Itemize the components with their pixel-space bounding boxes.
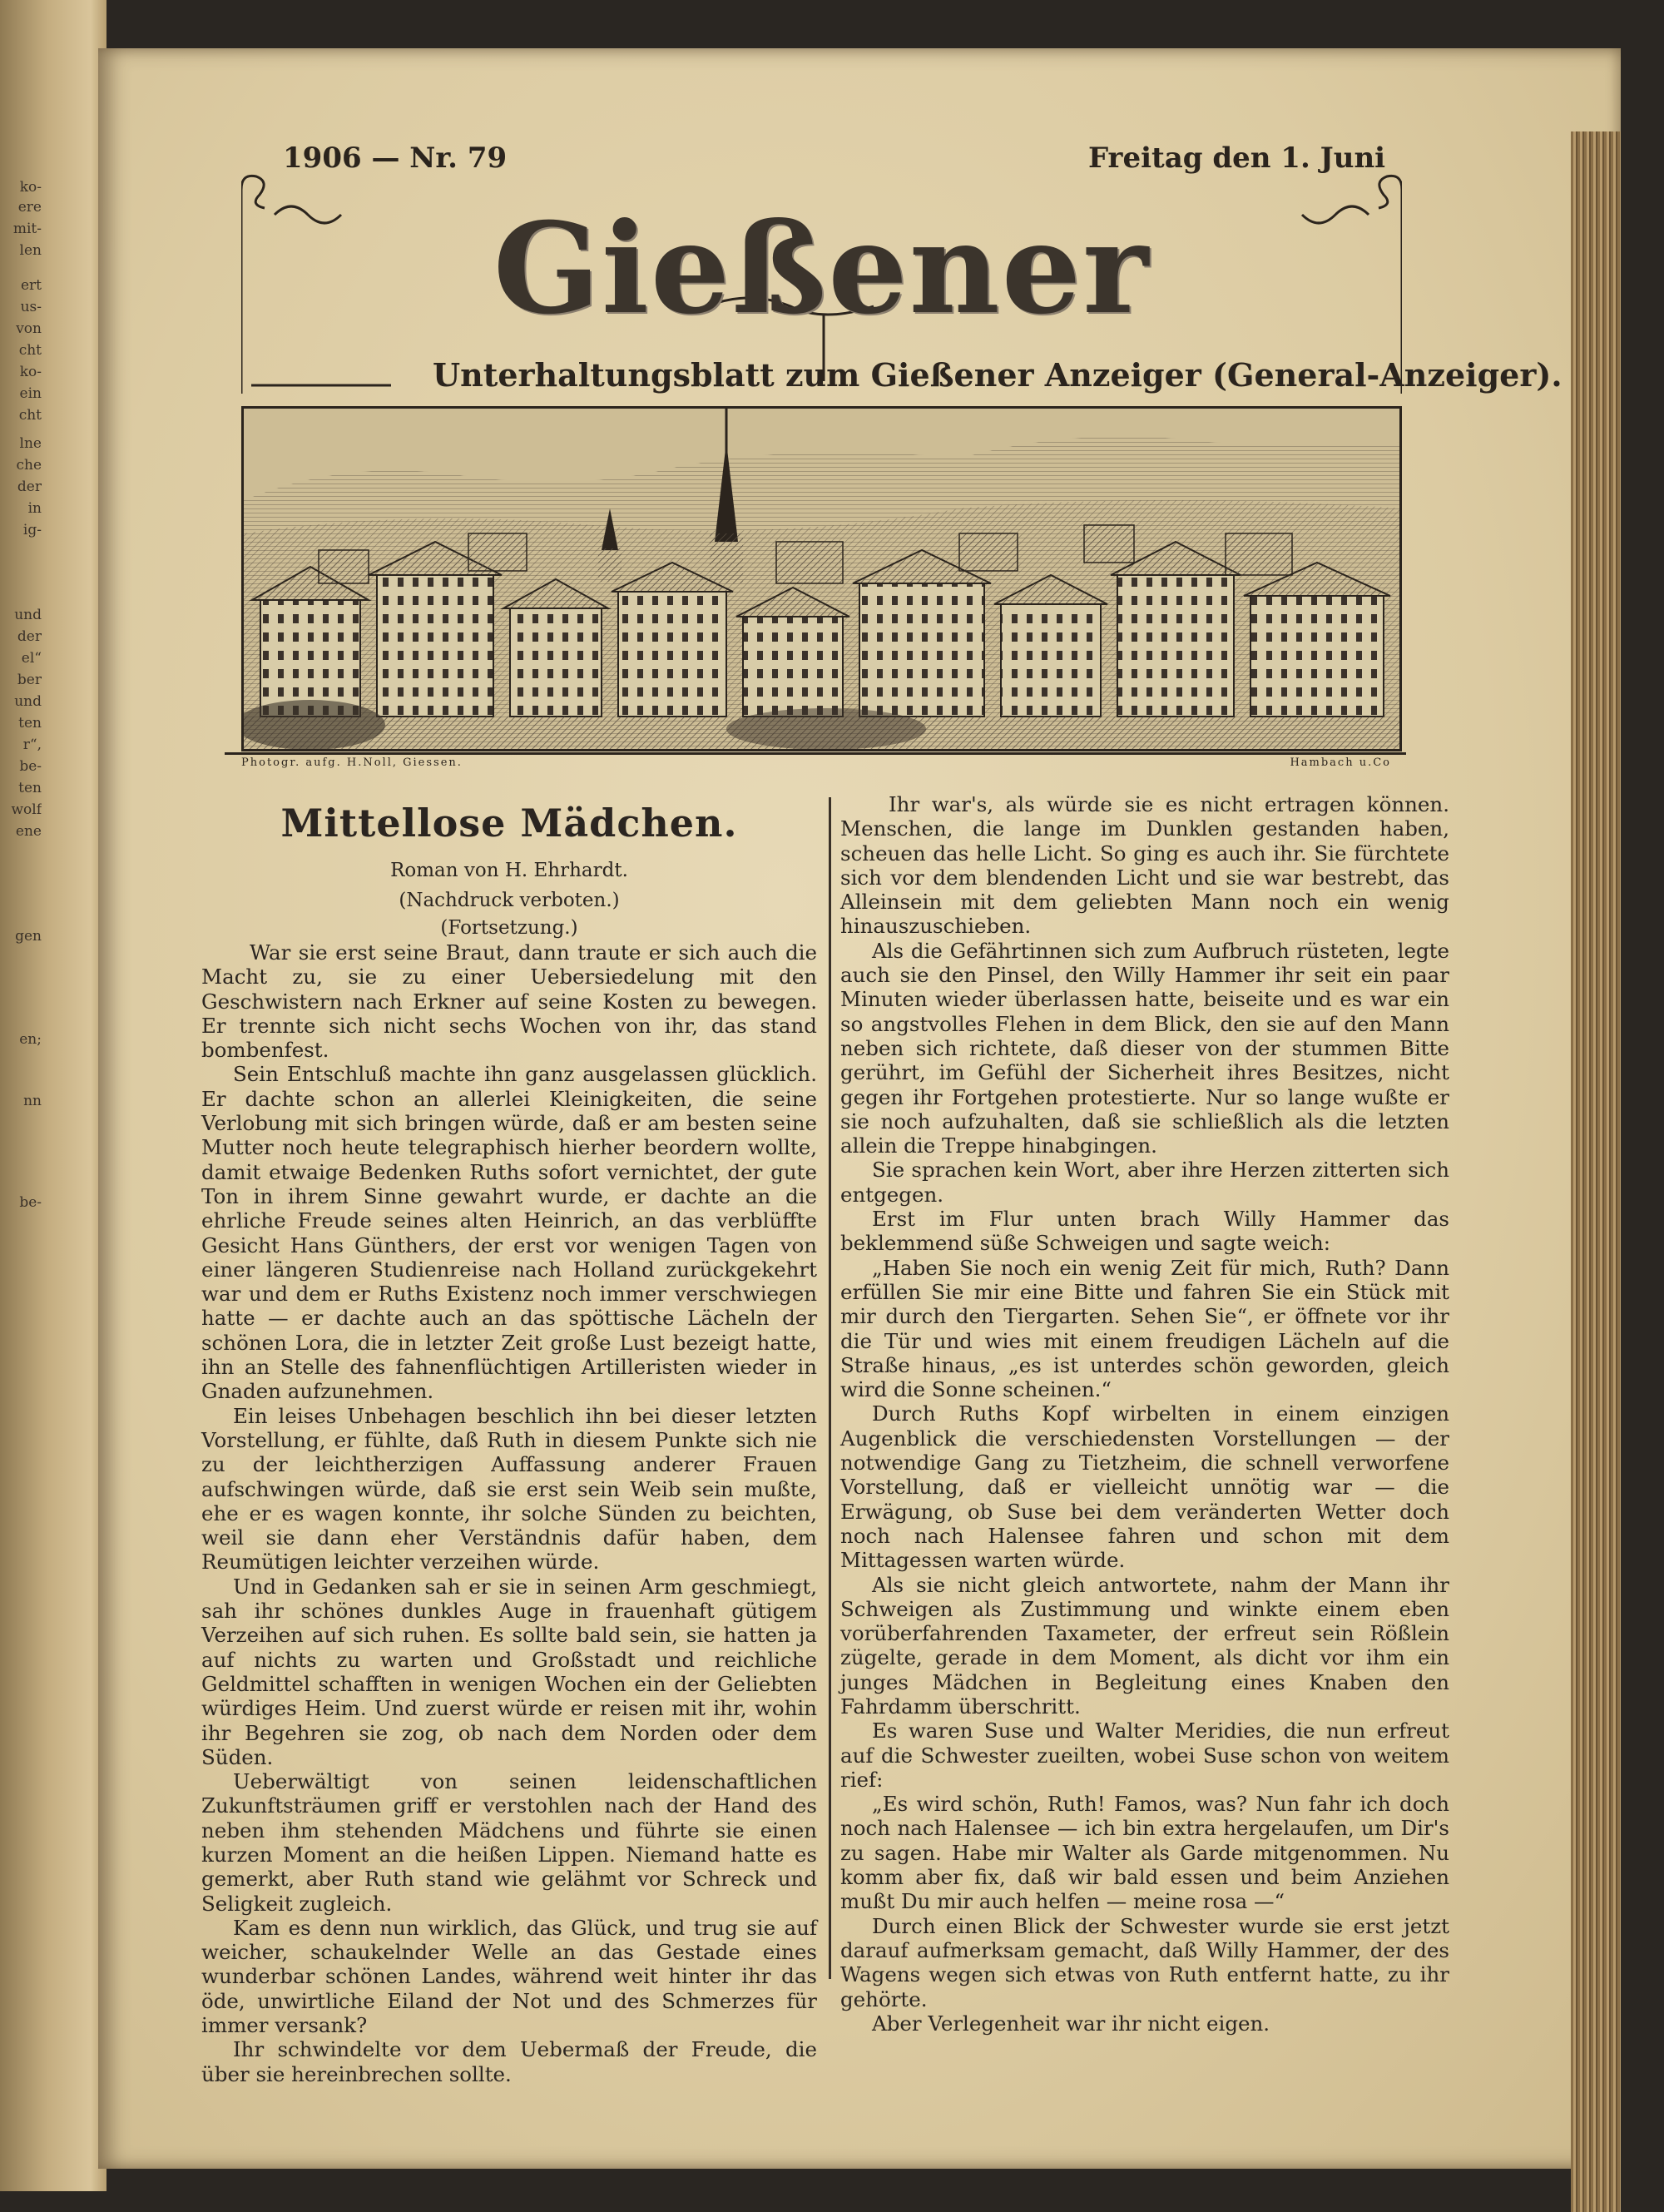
article-paragraph: Als sie nicht gleich antwortete, nahm der Mann ihr Schweigen als Zustimmung und winkte einem eben vorüberfahrenden Taxameter, der erfreut sein Rößlein zügelte, gerade in dem Moment, als dicht vor ihm ein junges Mädchen in Begleitung eines Knaben den Fahrdamm überschritt. bbox=[840, 1572, 1449, 1719]
right-paragraphs bbox=[840, 792, 1449, 2036]
previous-page-fragment: und bbox=[14, 693, 42, 710]
article-paragraph: Es waren Suse und Walter Meridies, die nun erfreut auf die Schwester zueilten, wobei Suse schon von weitem rief: bbox=[840, 1719, 1449, 1792]
article-paragraph: Als die Gefährtinnen sich zum Aufbruch rüsteten, legte auch sie den Pinsel, den Willy Hammer ihr seit ein paar Minuten wieder überlassen hatte, beiseite und es war ein so angstvolles Flehen in dem Blick, den sie auf den Mann neben sich richtete, daß dieser von der stummen Bitte gerührt, im Gefühl der Sicherheit ihres Besitzes, nicht gegen ihr Fortgehen protestierte. Nur so lange wußte er sie noch aufzuhalten, daß sie schließlich als die letzten allein die Treppe hinabgingen. bbox=[840, 938, 1449, 1158]
previous-page-fragment: in bbox=[27, 500, 42, 517]
previous-page-fragment: en; bbox=[19, 1031, 42, 1048]
previous-page-fragment: che bbox=[16, 457, 42, 474]
previous-page-fragment: ig- bbox=[22, 522, 42, 538]
previous-page-fragment: us- bbox=[20, 299, 42, 315]
continuation-note: (Fortsetzung.) bbox=[440, 917, 578, 939]
previous-page-fragment: ber bbox=[17, 672, 42, 688]
city-panorama-engraving bbox=[241, 406, 1402, 751]
article-paragraph: „Haben Sie noch ein wenig Zeit für mich, Ruth? Dann erfüllen Sie mir eine Bitte und fahren Sie ein Stück mit mir durch den Tiergarten. Sehen Sie“, er öffnete vor ihr die Tür und wies mit einem freudigen Lächeln auf die Straße hinaus, „es ist unterdes schön geworden, gleich wird die Sonne scheinen.“ bbox=[840, 1255, 1449, 1402]
previous-page-fragment: cht bbox=[18, 342, 42, 359]
article-paragraph: Sein Entschluß machte ihn ganz ausgelassen glücklich. Er dachte schon an allerlei Kleinigkeiten, die seine Verlobung mit sich bringen würde, daß er am besten seine Mutter noch heute telegraphisch hierher beordern wollte, damit etwaige Bedenken Ruths sofort vernichtet, der gute Ton in ihrem Sinne gewahrt wurde, er dachte an die ehrliche Freude seines alten Heinrich, an das verblüffte Gesicht Hans Günthers, der erst vor wenigen Tagen von einer längeren Studienreise nach Holland zurückgekehrt war und dem er Ruths Existenz noch immer verschwiegen hatte — er dachte auch an das spöttische Lächeln der schönen Lora, die in letzter Zeit große Lust bezeigt hatte, ihn an Stelle des fahnenflüchtigen Artilleristen wieder in Gnaden aufzunehmen. bbox=[201, 1062, 817, 1404]
previous-page-fragment: mit- bbox=[12, 221, 42, 237]
article-paragraph: Ihr war's, als würde sie es nicht ertragen können. Menschen, die lange im Dunklen gestanden haben, scheuen das helle Licht. So ging es auch ihr. Sie fürchtete sich vor dem blendenden Licht und sie war bestrebt, das Alleinsein mit dem geliebten Mann noch ein wenig hinauszuschieben. bbox=[840, 792, 1449, 939]
previous-page-fragment: lne bbox=[19, 435, 42, 452]
article-paragraph: Ueberwältigt von seinen leidenschaftlichen Zukunftsträumen griff er verstohlen nach der Hand des neben ihm stehenden Mädchens und führte sie einen kurzen Moment an die heißen Lippen. Niemand hatte es gemerkt, aber Ruth stand wie gelähmt vor Schreck und Seligkeit zugleich. bbox=[201, 1769, 817, 1916]
previous-page-fragment: der bbox=[17, 479, 42, 495]
previous-page-fragment: von bbox=[16, 320, 42, 337]
article-paragraph: Durch einen Blick der Schwester wurde sie erst jetzt darauf aufmerksam gemacht, daß Willy Hammer, der des Wagens wegen sich etwas von Ruth entfernt hatte, zu ihr gehörte. bbox=[840, 1913, 1449, 2011]
previous-page-fragment: der bbox=[17, 628, 42, 645]
article-paragraph: Ein leises Unbehagen beschlich ihn bei dieser letzten Vorstellung, er fühlte, daß Ruth in diesem Punkte sich nie zu der leichtherzigen Auffassung anderer Frauen aufschwingen würde, daß sie erst sein Weib sein mußte, ehe er es wagen konnte, ihr solche Sünden zu beichten, weil sie dann eher Verständnis dafür haben, dem Reumütigen leichter verzeihen würde. bbox=[201, 1403, 817, 1575]
previous-page-fragment: ko- bbox=[19, 179, 42, 196]
issue-number: 1906 — Nr. 79 bbox=[283, 141, 508, 175]
previous-page-fragment: be- bbox=[19, 758, 42, 775]
article-byline: Roman von H. Ehrhardt. bbox=[390, 860, 628, 881]
article-paragraph: Ihr schwindelte vor dem Uebermaß der Freude, die über sie hereinbrechen sollte. bbox=[201, 2037, 817, 2086]
article-column-left bbox=[201, 799, 817, 2086]
previous-page-fragment: ten bbox=[18, 780, 42, 796]
engraver-credit: Hambach u.Co bbox=[1290, 756, 1391, 769]
previous-page-fragment: el“ bbox=[21, 650, 42, 667]
previous-page-fragment: r“, bbox=[22, 737, 42, 753]
city-panorama-drawing bbox=[244, 409, 1402, 751]
issue-date: Freitag den 1. Juni bbox=[1088, 141, 1386, 175]
previous-page-fragment: ko- bbox=[19, 364, 42, 380]
article-paragraph: War sie erst seine Braut, dann traute er sich auch die Macht zu, sie zu einer Uebersiedelung mit den Geschwistern nach Erkner auf seine Kosten zu bewegen. Er trennte sich nicht sechs Wochen von ihr, das stand bombenfest. bbox=[201, 940, 817, 1063]
column-divider bbox=[829, 797, 831, 1979]
previous-page-fragment: nn bbox=[23, 1093, 42, 1109]
article-title: Mittellose Mädchen. bbox=[280, 801, 738, 846]
previous-page-fragment: ene bbox=[15, 823, 42, 840]
page-edges bbox=[1571, 131, 1621, 2212]
previous-page-fragment: gen bbox=[15, 928, 42, 945]
article-paragraph: Und in Gedanken sah er sie in seinen Arm geschmiegt, sah ihr schönes dunkles Auge in frauenhaft gütigem Verzeihen auf sich ruhen. Es sollte bald sein, sie hatten ja auf nichts zu warten und Großstadt und reichliche Geldmittel schafften in wenigen Wochen ein der Geliebten würdiges Heim. Und zuerst würde er reisen mit ihr, wohin ihr Begehren sie zog, ob nach dem Norden oder dem Süden. bbox=[201, 1574, 817, 1769]
article-column-right bbox=[840, 792, 1449, 2036]
masthead-title: Gießener bbox=[493, 196, 1151, 342]
article-paragraph: Sie sprachen kein Wort, aber ihre Herzen zitterten sich entgegen. bbox=[840, 1158, 1449, 1207]
previous-page-fragment: len bbox=[19, 242, 42, 259]
previous-page-fragment: ten bbox=[18, 715, 42, 732]
previous-page-fragment: ein bbox=[19, 385, 42, 402]
article-paragraph: Durch Ruths Kopf wirbelten in einem einzigen Augenblick die verschiedensten Vorstellungen — der notwendige Gang zu Tietzheim, die schnell verworfene Vorstellung, daß er vielleicht unnötig war — die Erwägung, ob Suse bei dem veränderten Wetter doch noch nach Halensee fahren und schon mit dem Mittagessen warten würde. bbox=[840, 1401, 1449, 1573]
previous-page-fragment: wolf bbox=[11, 801, 42, 818]
article-paragraph: „Es wird schön, Ruth! Famos, was? Nun fahr ich doch noch nach Halensee — ich bin extra hergelaufen, um Dir's zu sagen. Habe mir Walter als Garde mitgenommen. Nu komm aber fix, daß wir bald essen und beim Anziehen mußt Du mir auch helfen — meine rosa —“ bbox=[840, 1792, 1449, 1914]
masthead-subtitle: Unterhaltungsblatt zum Gießener Anzeiger (General-Anzeiger). bbox=[433, 356, 1562, 394]
previous-page-fragment: ert bbox=[20, 277, 42, 294]
previous-page-fragment: be- bbox=[19, 1194, 42, 1211]
masthead bbox=[241, 165, 1562, 760]
previous-page-margin bbox=[0, 0, 106, 2191]
reprint-notice: (Nachdruck verboten.) bbox=[399, 890, 620, 911]
left-paragraphs bbox=[201, 940, 817, 2086]
photo-credit: Photogr. aufg. H.Noll, Giessen. bbox=[241, 756, 463, 769]
article-paragraph: Aber Verlegenheit war ihr nicht eigen. bbox=[872, 2011, 1270, 2036]
article-paragraph: Erst im Flur unten brach Willy Hammer das beklemmend süße Schweigen und sagte weich: bbox=[840, 1207, 1449, 1256]
article-paragraph: Kam es denn nun wirklich, das Glück, und trug sie auf weicher, schaukelnder Welle an das Gestade eines wunderbar schönen Landes, während weit hinter ihr das öde, unwirtliche Eiland der Not und des Schmerzes für immer versank? bbox=[201, 1915, 817, 2038]
previous-page-fragment: und bbox=[14, 607, 42, 623]
previous-page-fragment: cht bbox=[18, 407, 42, 424]
previous-page-fragment: ere bbox=[17, 199, 42, 216]
image-credit-bar bbox=[225, 752, 1406, 771]
